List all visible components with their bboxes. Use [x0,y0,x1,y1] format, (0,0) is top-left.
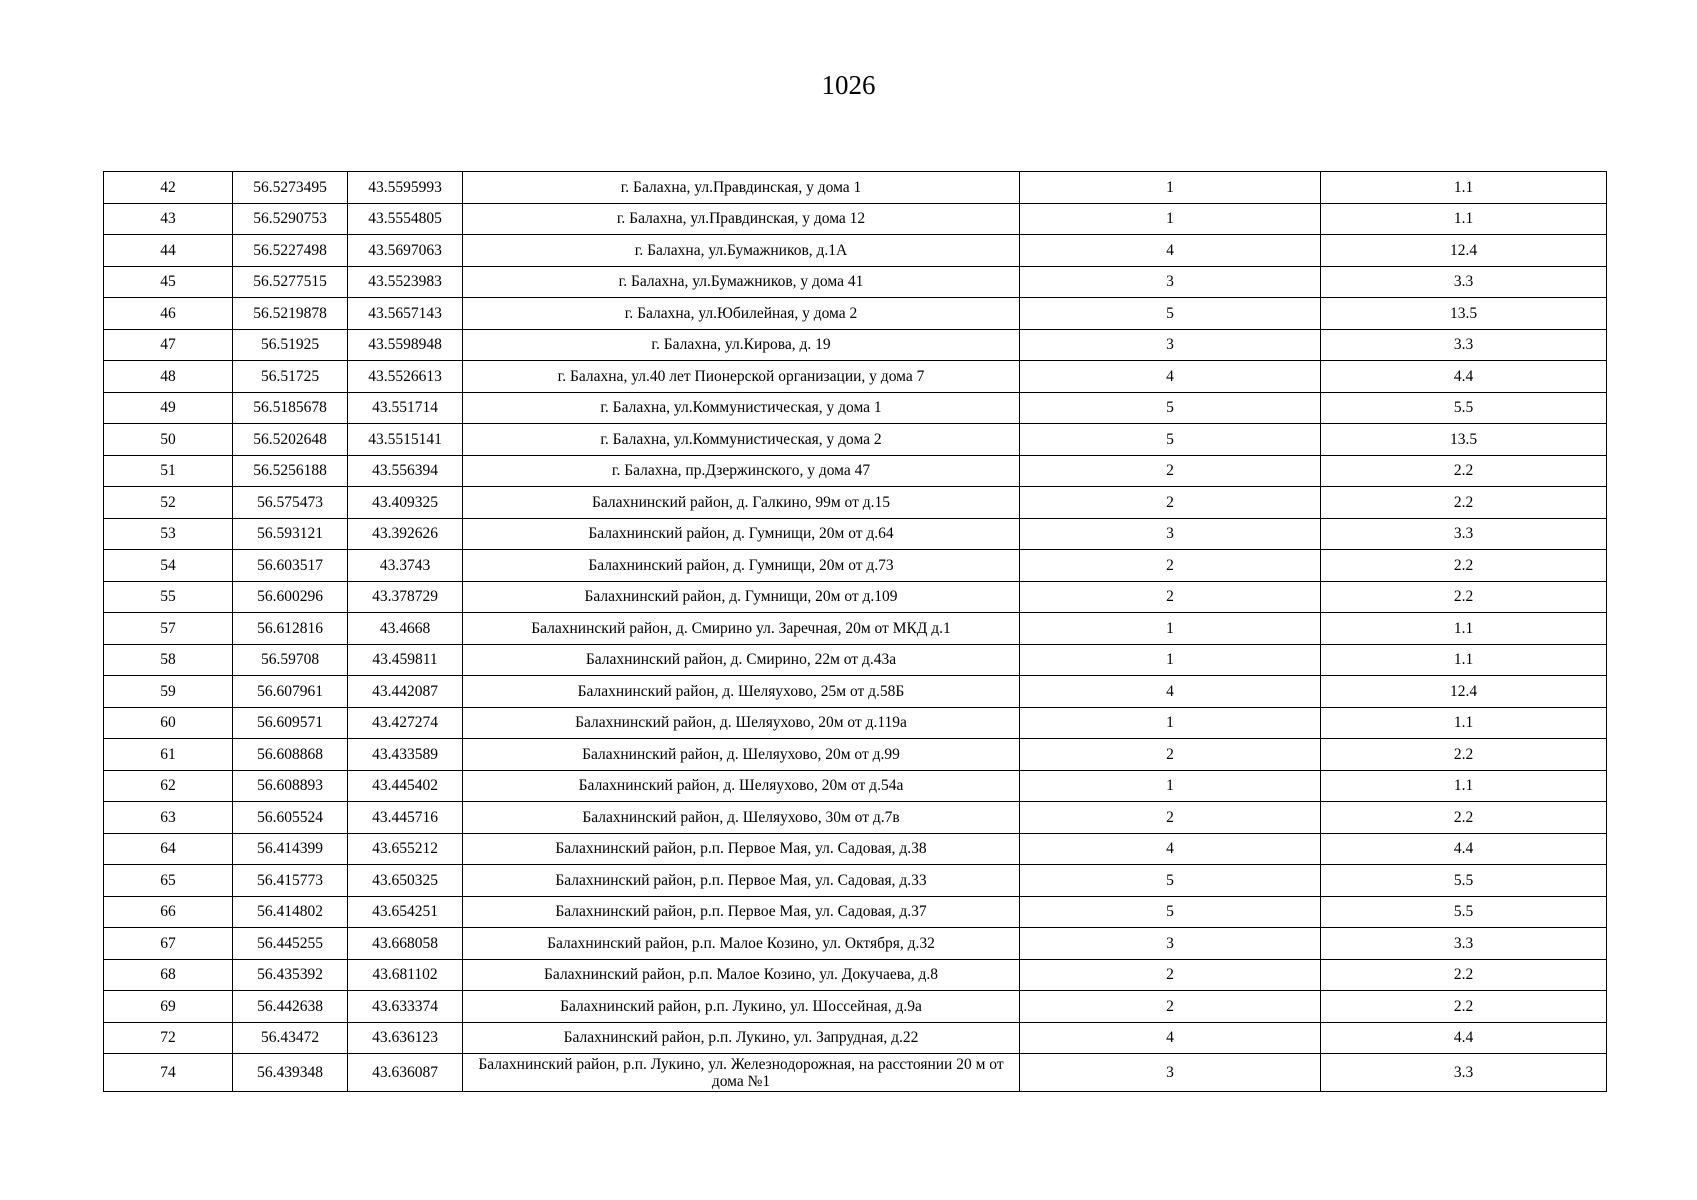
address-cell: Балахнинский район, р.п. Первое Мая, ул. Садовая, д.37 [463,896,1020,928]
table-row [104,802,1607,834]
table-row [104,959,1607,991]
row-number-cell: 67 [104,928,233,960]
code-cell: 2.2 [1321,550,1607,582]
latitude-cell: 56.603517 [233,550,348,582]
table-row [104,770,1607,802]
longitude-cell: 43.433589 [348,739,463,771]
longitude-cell: 43.5697063 [348,235,463,267]
table-row [104,203,1607,235]
longitude-cell: 43.5554805 [348,203,463,235]
address-cell: Балахнинский район, д. Шеляухово, 25м от д.58Б [463,676,1020,708]
code-cell: 2.2 [1321,959,1607,991]
longitude-cell: 43.556394 [348,455,463,487]
row-number-cell: 54 [104,550,233,582]
row-number-cell: 59 [104,676,233,708]
table-row [104,739,1607,771]
code-cell: 2.2 [1321,581,1607,613]
row-number-cell: 42 [104,172,233,204]
address-cell: Балахнинский район, д. Гумнищи, 20м от д.109 [463,581,1020,613]
address-cell: г. Балахна, ул.Правдинская, у дома 1 [463,172,1020,204]
count-cell: 3 [1020,928,1321,960]
latitude-cell: 56.51725 [233,361,348,393]
row-number-cell: 44 [104,235,233,267]
table-row [104,865,1607,897]
table-row [104,392,1607,424]
code-cell: 5.5 [1321,392,1607,424]
row-number-cell: 53 [104,518,233,550]
address-cell: Балахнинский район, д. Шеляухово, 20м от д.99 [463,739,1020,771]
table-row [104,1054,1607,1092]
count-cell: 2 [1020,550,1321,582]
row-number-cell: 60 [104,707,233,739]
count-cell: 3 [1020,518,1321,550]
table-row [104,550,1607,582]
longitude-cell: 43.650325 [348,865,463,897]
row-number-cell: 74 [104,1054,233,1092]
address-cell: Балахнинский район, д. Смирино, 22м от д.43а [463,644,1020,676]
count-cell: 5 [1020,896,1321,928]
count-cell: 2 [1020,991,1321,1023]
address-cell: г. Балахна, ул.Коммунистическая, у дома 1 [463,392,1020,424]
code-cell: 1.1 [1321,707,1607,739]
code-cell: 1.1 [1321,770,1607,802]
latitude-cell: 56.5219878 [233,298,348,330]
code-cell: 1.1 [1321,203,1607,235]
count-cell: 5 [1020,424,1321,456]
count-cell: 1 [1020,644,1321,676]
latitude-cell: 56.439348 [233,1054,348,1092]
latitude-cell: 56.414802 [233,896,348,928]
latitude-cell: 56.5290753 [233,203,348,235]
latitude-cell: 56.607961 [233,676,348,708]
count-cell: 2 [1020,487,1321,519]
longitude-cell: 43.445402 [348,770,463,802]
longitude-cell: 43.392626 [348,518,463,550]
table-row [104,581,1607,613]
code-cell: 12.4 [1321,676,1607,708]
table-row [104,613,1607,645]
code-cell: 2.2 [1321,455,1607,487]
code-cell: 5.5 [1321,896,1607,928]
table-row [104,896,1607,928]
registry-table [103,171,1607,1092]
code-cell: 3.3 [1321,518,1607,550]
row-number-cell: 47 [104,329,233,361]
address-cell: Балахнинский район, д. Смирино ул. Заречная, 20м от МКД д.1 [463,613,1020,645]
count-cell: 4 [1020,1022,1321,1054]
latitude-cell: 56.5227498 [233,235,348,267]
address-cell: Балахнинский район, р.п. Лукино, ул. Запрудная, д.22 [463,1022,1020,1054]
row-number-cell: 45 [104,266,233,298]
count-cell: 5 [1020,865,1321,897]
latitude-cell: 56.5185678 [233,392,348,424]
address-cell: Балахнинский район, д. Гумнищи, 20м от д.64 [463,518,1020,550]
latitude-cell: 56.445255 [233,928,348,960]
latitude-cell: 56.5256188 [233,455,348,487]
longitude-cell: 43.655212 [348,833,463,865]
table-row [104,991,1607,1023]
latitude-cell: 56.5277515 [233,266,348,298]
count-cell: 3 [1020,1054,1321,1092]
row-number-cell: 49 [104,392,233,424]
table-row [104,518,1607,550]
registry-table-body [104,172,1607,1092]
code-cell: 1.1 [1321,644,1607,676]
latitude-cell: 56.51925 [233,329,348,361]
latitude-cell: 56.600296 [233,581,348,613]
latitude-cell: 56.59708 [233,644,348,676]
row-number-cell: 51 [104,455,233,487]
count-cell: 4 [1020,833,1321,865]
latitude-cell: 56.575473 [233,487,348,519]
table-row [104,266,1607,298]
latitude-cell: 56.442638 [233,991,348,1023]
row-number-cell: 48 [104,361,233,393]
address-cell: г. Балахна, ул.Бумажников, д.1А [463,235,1020,267]
table-row [104,172,1607,204]
count-cell: 2 [1020,739,1321,771]
address-cell: г. Балахна, ул.Кирова, д. 19 [463,329,1020,361]
longitude-cell: 43.378729 [348,581,463,613]
address-cell: г. Балахна, ул.Юбилейная, у дома 2 [463,298,1020,330]
table-row [104,329,1607,361]
latitude-cell: 56.435392 [233,959,348,991]
address-cell: Балахнинский район, д. Гумнищи, 20м от д.73 [463,550,1020,582]
code-cell: 4.4 [1321,833,1607,865]
code-cell: 13.5 [1321,298,1607,330]
longitude-cell: 43.5523983 [348,266,463,298]
count-cell: 5 [1020,392,1321,424]
table-row [104,707,1607,739]
count-cell: 5 [1020,298,1321,330]
page-number: 1026 [821,70,876,100]
code-cell: 1.1 [1321,172,1607,204]
latitude-cell: 56.5202648 [233,424,348,456]
code-cell: 2.2 [1321,487,1607,519]
table-row [104,235,1607,267]
address-cell: г. Балахна, пр.Дзержинского, у дома 47 [463,455,1020,487]
table-row [104,298,1607,330]
address-cell: г. Балахна, ул.40 лет Пионерской организации, у дома 7 [463,361,1020,393]
address-cell: Балахнинский район, д. Шеляухово, 20м от д.119а [463,707,1020,739]
longitude-cell: 43.5598948 [348,329,463,361]
code-cell: 1.1 [1321,613,1607,645]
row-number-cell: 62 [104,770,233,802]
row-number-cell: 52 [104,487,233,519]
longitude-cell: 43.654251 [348,896,463,928]
longitude-cell: 43.3743 [348,550,463,582]
code-cell: 3.3 [1321,266,1607,298]
count-cell: 4 [1020,676,1321,708]
row-number-cell: 57 [104,613,233,645]
address-cell: Балахнинский район, р.п. Малое Козино, ул. Октября, д.32 [463,928,1020,960]
longitude-cell: 43.4668 [348,613,463,645]
latitude-cell: 56.612816 [233,613,348,645]
table-row [104,487,1607,519]
count-cell: 4 [1020,235,1321,267]
address-cell: Балахнинский район, р.п. Лукино, ул. Шоссейная, д.9а [463,991,1020,1023]
longitude-cell: 43.445716 [348,802,463,834]
longitude-cell: 43.681102 [348,959,463,991]
table-row [104,1022,1607,1054]
code-cell: 13.5 [1321,424,1607,456]
address-cell: Балахнинский район, д. Шеляухово, 20м от д.54а [463,770,1020,802]
address-cell: Балахнинский район, д. Галкино, 99м от д.15 [463,487,1020,519]
row-number-cell: 55 [104,581,233,613]
code-cell: 12.4 [1321,235,1607,267]
table-row [104,455,1607,487]
address-cell: г. Балахна, ул.Бумажников, у дома 41 [463,266,1020,298]
latitude-cell: 56.414399 [233,833,348,865]
count-cell: 2 [1020,581,1321,613]
count-cell: 3 [1020,266,1321,298]
longitude-cell: 43.636123 [348,1022,463,1054]
longitude-cell: 43.427274 [348,707,463,739]
count-cell: 2 [1020,959,1321,991]
latitude-cell: 56.43472 [233,1022,348,1054]
address-cell: Балахнинский район, р.п. Малое Козино, ул. Докучаева, д.8 [463,959,1020,991]
row-number-cell: 66 [104,896,233,928]
code-cell: 3.3 [1321,329,1607,361]
count-cell: 1 [1020,172,1321,204]
latitude-cell: 56.609571 [233,707,348,739]
code-cell: 3.3 [1321,928,1607,960]
longitude-cell: 43.668058 [348,928,463,960]
count-cell: 3 [1020,329,1321,361]
count-cell: 2 [1020,802,1321,834]
latitude-cell: 56.605524 [233,802,348,834]
row-number-cell: 61 [104,739,233,771]
row-number-cell: 50 [104,424,233,456]
latitude-cell: 56.5273495 [233,172,348,204]
code-cell: 2.2 [1321,991,1607,1023]
row-number-cell: 72 [104,1022,233,1054]
table-row [104,833,1607,865]
row-number-cell: 68 [104,959,233,991]
latitude-cell: 56.415773 [233,865,348,897]
longitude-cell: 43.5526613 [348,361,463,393]
table-row [104,361,1607,393]
longitude-cell: 43.5515141 [348,424,463,456]
code-cell: 2.2 [1321,739,1607,771]
longitude-cell: 43.636087 [348,1054,463,1092]
address-cell: Балахнинский район, д. Шеляухово, 30м от д.7в [463,802,1020,834]
address-cell: Балахнинский район, р.п. Первое Мая, ул. Садовая, д.38 [463,833,1020,865]
row-number-cell: 69 [104,991,233,1023]
row-number-cell: 58 [104,644,233,676]
longitude-cell: 43.551714 [348,392,463,424]
row-number-cell: 63 [104,802,233,834]
count-cell: 1 [1020,613,1321,645]
count-cell: 1 [1020,707,1321,739]
code-cell: 2.2 [1321,802,1607,834]
count-cell: 4 [1020,361,1321,393]
row-number-cell: 43 [104,203,233,235]
row-number-cell: 64 [104,833,233,865]
code-cell: 4.4 [1321,361,1607,393]
table-row [104,676,1607,708]
address-cell: Балахнинский район, р.п. Первое Мая, ул. Садовая, д.33 [463,865,1020,897]
longitude-cell: 43.442087 [348,676,463,708]
latitude-cell: 56.593121 [233,518,348,550]
table-row [104,424,1607,456]
table-row [104,928,1607,960]
longitude-cell: 43.409325 [348,487,463,519]
longitude-cell: 43.5595993 [348,172,463,204]
longitude-cell: 43.633374 [348,991,463,1023]
address-cell: г. Балахна, ул.Коммунистическая, у дома 2 [463,424,1020,456]
count-cell: 1 [1020,203,1321,235]
latitude-cell: 56.608893 [233,770,348,802]
count-cell: 1 [1020,770,1321,802]
latitude-cell: 56.608868 [233,739,348,771]
row-number-cell: 65 [104,865,233,897]
code-cell: 3.3 [1321,1054,1607,1092]
row-number-cell: 46 [104,298,233,330]
address-cell: Балахнинский район, р.п. Лукино, ул. Железнодорожная, на расстоянии 20 м от дома №1 [463,1054,1020,1092]
code-cell: 5.5 [1321,865,1607,897]
code-cell: 4.4 [1321,1022,1607,1054]
longitude-cell: 43.459811 [348,644,463,676]
count-cell: 2 [1020,455,1321,487]
longitude-cell: 43.5657143 [348,298,463,330]
address-cell: г. Балахна, ул.Правдинская, у дома 12 [463,203,1020,235]
table-row [104,644,1607,676]
